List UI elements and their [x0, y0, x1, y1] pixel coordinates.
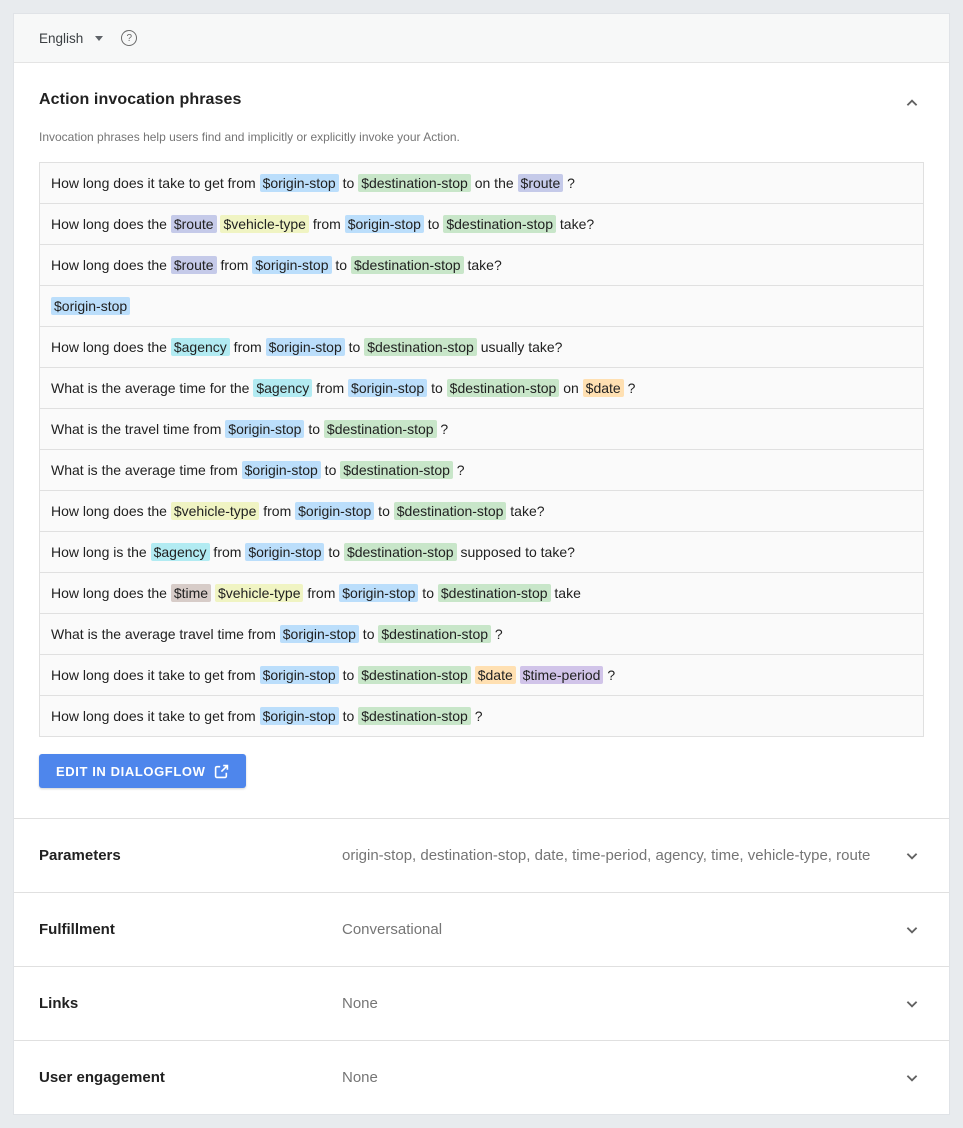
param-token-destination-stop: $destination-stop: [447, 379, 560, 397]
invocation-phrase-row: How long does the $route from $origin-stop to $destination-stop take?: [40, 245, 923, 286]
param-token-origin-stop: $origin-stop: [225, 420, 304, 438]
section-row-parameters[interactable]: [14, 818, 949, 892]
param-token-destination-stop: $destination-stop: [324, 420, 437, 438]
invocation-phrase-row: [40, 286, 923, 327]
section-row-fulfillment[interactable]: [14, 892, 949, 966]
param-token-destination-stop: $destination-stop: [340, 461, 453, 479]
invocation-phrase-row: How long does the $route $vehicle-type from $origin-stop to $destination-stop take?: [40, 204, 923, 245]
section-label-links: Links: [39, 995, 79, 1012]
param-token-agency: $agency: [151, 543, 210, 561]
param-token-destination-stop: $destination-stop: [364, 338, 477, 356]
caret-down-icon: [95, 36, 103, 41]
param-token-destination-stop: $destination-stop: [344, 543, 457, 561]
open-in-new-icon: [214, 764, 229, 779]
param-token-agency: $agency: [253, 379, 312, 397]
param-token-origin-stop: $origin-stop: [348, 379, 427, 397]
section-label-fulfillment: Fulfillment: [39, 921, 115, 938]
param-token-origin-stop: $origin-stop: [51, 297, 130, 315]
param-token-agency: $agency: [171, 338, 230, 356]
section-row-user-engagement[interactable]: [14, 1040, 949, 1114]
param-token-origin-stop: $origin-stop: [260, 707, 339, 725]
invocation-section-header: [39, 91, 924, 115]
param-token-date: $date: [583, 379, 624, 397]
param-token-origin-stop: $origin-stop: [345, 215, 424, 233]
section-subtitle: Invocation phrases help users find and implicitly or explicitly invoke your Action.: [39, 130, 460, 144]
section-value-parameters: origin-stop, destination-stop, date, time-period, agency, time, vehicle-type, route: [342, 847, 871, 864]
param-token-origin-stop: $origin-stop: [260, 666, 339, 684]
collapse-section-button[interactable]: [900, 91, 924, 115]
expand-section-button-fulfillment[interactable]: [900, 918, 924, 942]
param-token-route: $route: [171, 215, 217, 233]
invocation-phrase-row: What is the average travel time from $origin-stop to $destination-stop ?: [40, 614, 923, 655]
invocation-phrase-row: How long does the $time $vehicle-type from $origin-stop to $destination-stop take: [40, 573, 923, 614]
param-token-origin-stop: $origin-stop: [242, 461, 321, 479]
section-label-user-engagement: User engagement: [39, 1069, 165, 1086]
invocation-phrase-list: [39, 162, 924, 737]
param-token-destination-stop: $destination-stop: [358, 174, 471, 192]
section-value-fulfillment: Conversational: [342, 921, 443, 938]
param-token-date: $date: [475, 666, 516, 684]
expand-section-button-parameters[interactable]: [900, 844, 924, 868]
language-bar: [14, 14, 949, 63]
section-title: Action invocation phrases: [39, 91, 242, 108]
param-token-destination-stop: $destination-stop: [358, 707, 471, 725]
param-token-time-period: $time-period: [520, 666, 604, 684]
section-value-links: None: [342, 995, 378, 1012]
param-token-vehicle-type: $vehicle-type: [171, 502, 260, 520]
invocation-phrase-row: How long does the $agency from $origin-stop to $destination-stop usually take?: [40, 327, 923, 368]
param-token-destination-stop: $destination-stop: [438, 584, 551, 602]
chevron-down-icon: [900, 844, 924, 868]
chevron-down-icon: [900, 992, 924, 1016]
invocation-phrases-section: [14, 63, 949, 818]
invocation-phrase-row: How long does it take to get from $origin-stop to $destination-stop ?: [40, 696, 923, 736]
param-token-destination-stop: $destination-stop: [351, 256, 464, 274]
expand-section-button-links[interactable]: [900, 992, 924, 1016]
expand-section-button-user-engagement[interactable]: [900, 1066, 924, 1090]
help-icon[interactable]: ?: [121, 30, 137, 46]
param-token-origin-stop: $origin-stop: [339, 584, 418, 602]
param-token-vehicle-type: $vehicle-type: [220, 215, 309, 233]
chevron-up-icon: [900, 91, 924, 115]
param-token-route: $route: [518, 174, 564, 192]
param-token-origin-stop: $origin-stop: [280, 625, 359, 643]
action-detail-card: [13, 13, 950, 1115]
invocation-phrase-row: How long does it take to get from $origin-stop to $destination-stop $date $time-period ?: [40, 655, 923, 696]
param-token-time: $time: [171, 584, 211, 602]
section-label-parameters: Parameters: [39, 847, 121, 864]
section-value-user-engagement: None: [342, 1069, 378, 1086]
param-token-vehicle-type: $vehicle-type: [215, 584, 304, 602]
param-token-origin-stop: $origin-stop: [245, 543, 324, 561]
param-token-route: $route: [171, 256, 217, 274]
param-token-origin-stop: $origin-stop: [252, 256, 331, 274]
invocation-phrase-row: How long does the $vehicle-type from $origin-stop to $destination-stop take?: [40, 491, 923, 532]
param-token-destination-stop: $destination-stop: [378, 625, 491, 643]
edit-in-dialogflow-button[interactable]: [39, 754, 246, 788]
chevron-down-icon: [900, 918, 924, 942]
invocation-phrase-row: How long is the $agency from $origin-stop to $destination-stop supposed to take?: [40, 532, 923, 573]
language-selector[interactable]: [39, 31, 103, 46]
param-token-destination-stop: $destination-stop: [443, 215, 556, 233]
chevron-down-icon: [900, 1066, 924, 1090]
invocation-phrase-row: What is the average time from $origin-stop to $destination-stop ?: [40, 450, 923, 491]
edit-in-dialogflow-label: EDIT IN DIALOGFLOW: [56, 763, 206, 779]
invocation-phrase-row: How long does it take to get from $origin-stop to $destination-stop on the $route ?: [40, 163, 923, 204]
language-selector-label: English: [39, 30, 84, 46]
section-row-links[interactable]: [14, 966, 949, 1040]
param-token-destination-stop: $destination-stop: [358, 666, 471, 684]
param-token-origin-stop: $origin-stop: [260, 174, 339, 192]
param-token-origin-stop: $origin-stop: [266, 338, 345, 356]
param-token-origin-stop: $origin-stop: [295, 502, 374, 520]
invocation-phrase-row: What is the average time for the $agency from $origin-stop to $destination-stop on $date ?: [40, 368, 923, 409]
invocation-phrase-row: What is the travel time from $origin-stop to $destination-stop ?: [40, 409, 923, 450]
param-token-destination-stop: $destination-stop: [394, 502, 507, 520]
summary-sections: [14, 818, 949, 1114]
